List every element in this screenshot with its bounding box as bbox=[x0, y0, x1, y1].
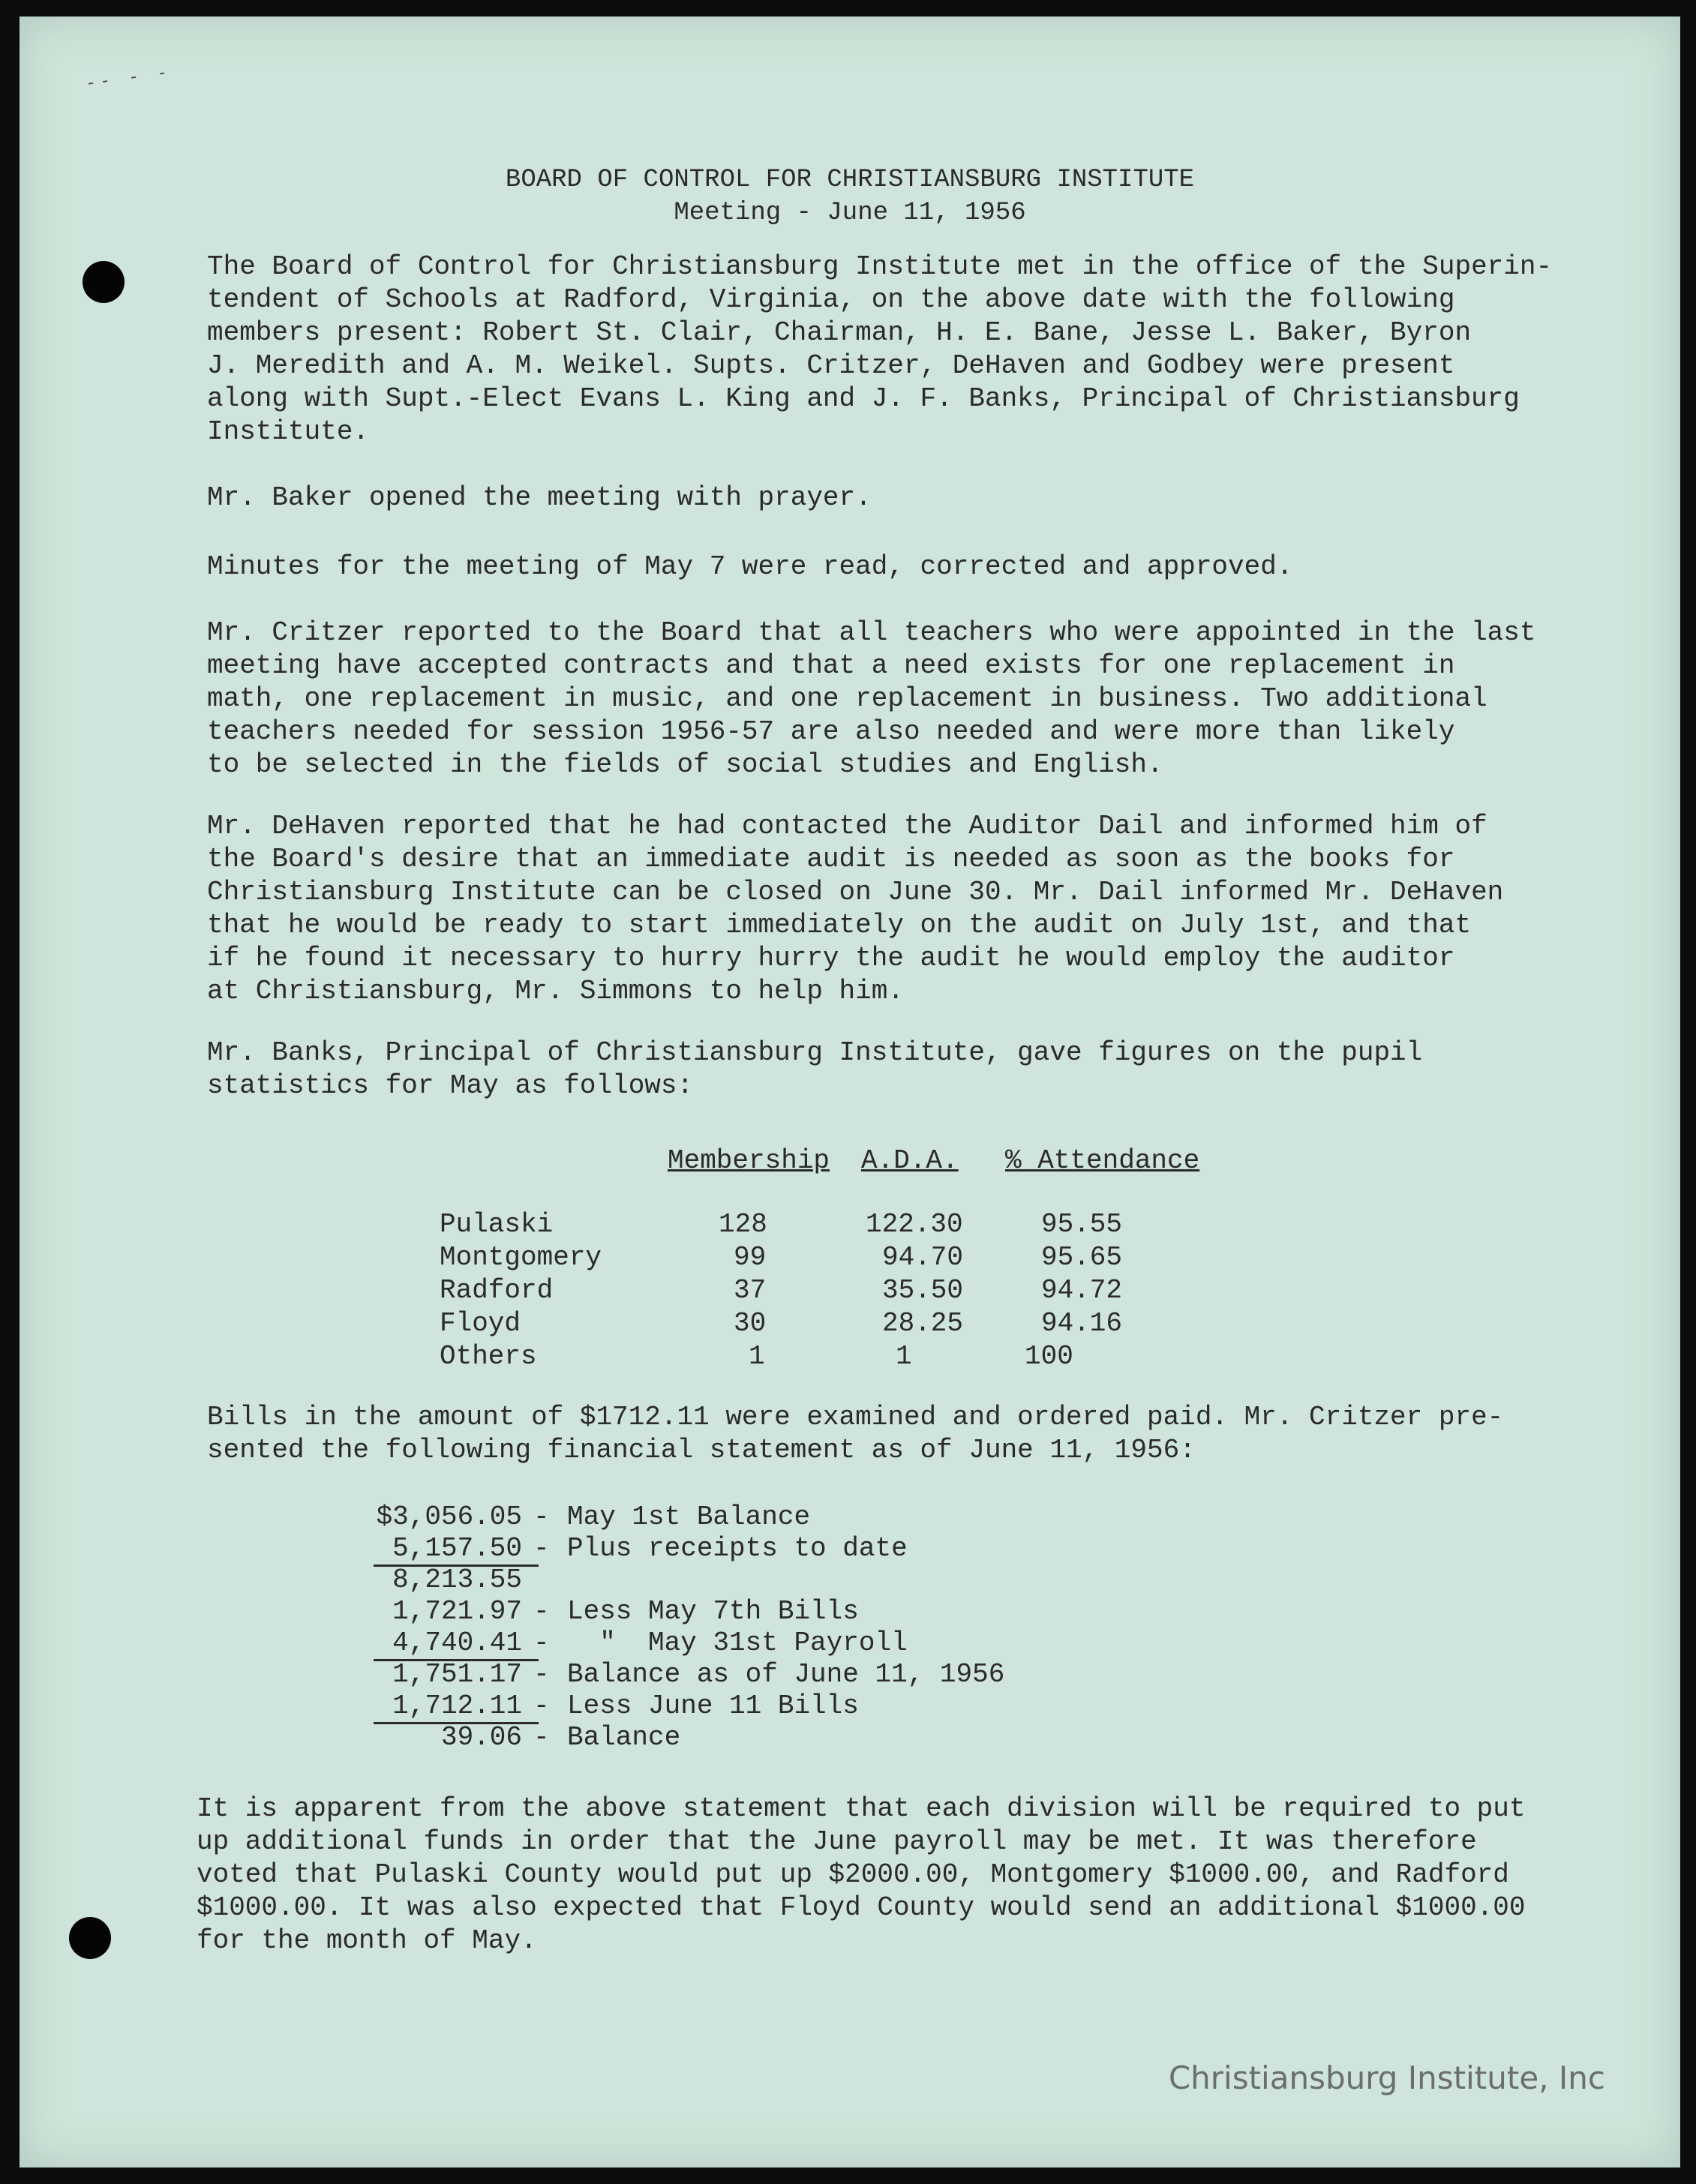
paragraph-banks-intro: Mr. Banks, Principal of Christiansburg Institute, gave figures on the pupil statistics for May as follows: bbox=[207, 1037, 1423, 1101]
financial-dash: - bbox=[533, 1628, 550, 1658]
paragraph-funding: It is apparent from the above statement that each division will be required to put up additional funds in order that the June payroll may be met. It was therefore voted that Pulaski County would put up $2000.00, Montgomery $1000.00, and Radford $1000.00. It was also expected that Floyd County would send an additional $1000.00 for the month of May. bbox=[197, 1793, 1526, 1956]
stats-attendance: 100 bbox=[1025, 1341, 1073, 1372]
watermark: Christiansburg Institute, Inc bbox=[1168, 2060, 1605, 2096]
stats-ada: 35.50 bbox=[882, 1275, 964, 1306]
header-attendance: % Attendance bbox=[1005, 1145, 1200, 1176]
paragraph-attendance: The Board of Control for Christiansburg Institute met in the office of the Superin- tendent of Schools at Radford, Virginia, on the above date with the following members present: Robert St. Clair, Chairman, H. E. Bane, Jesse L. Baker, Byron J. Meredith and A. M. Weikel. Supts. Critzer, DeHaven and Godbey were present along with Supt.-Elect Evans L. King and J. F. Banks, Principal of Christiansburg Institute. bbox=[207, 251, 1553, 447]
stats-attendance: 94.72 bbox=[1041, 1275, 1123, 1306]
stats-county: Floyd bbox=[440, 1308, 521, 1339]
financial-row bbox=[350, 1564, 1100, 1596]
stats-ada: 122.30 bbox=[866, 1209, 963, 1240]
financial-label: Less May 7th Bills bbox=[567, 1596, 859, 1627]
financial-amount: 1,751.17 bbox=[392, 1659, 522, 1690]
stats-membership: 99 bbox=[734, 1242, 767, 1273]
stats-row bbox=[20, 1209, 1680, 1242]
financial-label: Balance as of June 11, 1956 bbox=[567, 1659, 1005, 1690]
stats-row bbox=[20, 1275, 1680, 1308]
financial-label: May 1st Balance bbox=[567, 1502, 811, 1532]
paragraph-minutes: Minutes for the meeting of May 7 were read, corrected and approved. bbox=[207, 551, 1293, 582]
financial-dash: - bbox=[533, 1659, 550, 1690]
financial-amount: 8,213.55 bbox=[392, 1564, 522, 1595]
stats-attendance: 95.55 bbox=[1041, 1209, 1123, 1240]
document-page bbox=[20, 16, 1680, 2168]
financial-dash: - bbox=[533, 1533, 550, 1564]
financial-amount: $3,056.05 bbox=[376, 1502, 522, 1532]
stats-ada: 94.70 bbox=[882, 1242, 964, 1273]
stats-ada: 28.25 bbox=[882, 1308, 964, 1339]
corner-marks: -- - - bbox=[84, 63, 173, 94]
stats-attendance: 94.16 bbox=[1041, 1308, 1123, 1339]
paragraph-bills: Bills in the amount of $1712.11 were examined and ordered paid. Mr. Critzer pre- sented the following financial statement as of June 11, 1956: bbox=[207, 1402, 1504, 1466]
financial-dash: - bbox=[533, 1722, 550, 1753]
financial-row bbox=[350, 1690, 1100, 1722]
header-ada: A.D.A. bbox=[861, 1145, 959, 1176]
financial-amount: 1,721.97 bbox=[392, 1596, 522, 1627]
financial-label: Balance bbox=[567, 1722, 681, 1753]
paragraph-prayer: Mr. Baker opened the meeting with prayer. bbox=[207, 482, 872, 513]
stats-membership: 30 bbox=[734, 1308, 767, 1339]
financial-label: Plus receipts to date bbox=[567, 1533, 908, 1564]
paragraph-critzer-report: Mr. Critzer reported to the Board that all teachers who were appointed in the last meeting have accepted contracts and that a need exists for one replacement in math, one replacement in music, and one replacement in business. Two additional teachers needed for session 1956-57 are also needed and were more than likely to be selected in the fields of social studies and English. bbox=[207, 617, 1536, 780]
stats-county: Radford bbox=[440, 1275, 554, 1306]
financial-dash: - bbox=[533, 1690, 550, 1721]
financial-amount: 5,157.50 bbox=[392, 1533, 522, 1564]
paragraph-dehaven-report: Mr. DeHaven reported that he had contacted the Auditor Dail and informed him of the Board's desire that an immediate audit is needed as soon as the books for Christiansburg Institute can be closed on June 30. Mr. Dail informed Mr. DeHaven that he would be ready to start immediately on the audit on July 1st, and that if he found it necessary to hurry hurry the audit he would employ the auditor at Christiansburg, Mr. Simmons to help him. bbox=[207, 811, 1504, 1006]
financial-row bbox=[350, 1722, 1100, 1754]
document-subtitle: Meeting - June 11, 1956 bbox=[674, 199, 1026, 227]
financial-row bbox=[350, 1502, 1100, 1533]
financial-amount: 39.06 bbox=[440, 1722, 522, 1753]
financial-dash: - bbox=[533, 1596, 550, 1627]
punch-hole-bottom bbox=[69, 1917, 111, 1959]
punch-hole-top bbox=[83, 261, 125, 303]
financial-label: " May 31st Payroll bbox=[567, 1628, 908, 1658]
financial-row bbox=[350, 1596, 1100, 1628]
financial-row bbox=[350, 1659, 1100, 1690]
stats-county: Pulaski bbox=[440, 1209, 554, 1240]
stats-row bbox=[20, 1341, 1680, 1374]
stats-membership: 128 bbox=[719, 1209, 767, 1240]
stats-membership: 1 bbox=[749, 1341, 765, 1372]
financial-amount: 1,712.11 bbox=[392, 1690, 522, 1721]
financial-amount: 4,740.41 bbox=[392, 1628, 522, 1658]
stats-attendance: 95.65 bbox=[1041, 1242, 1123, 1273]
financial-row bbox=[350, 1628, 1100, 1659]
document-title: BOARD OF CONTROL FOR CHRISTIANSBURG INSTITUTE bbox=[505, 166, 1195, 194]
stats-membership: 37 bbox=[734, 1275, 767, 1306]
stats-ada: 1 bbox=[896, 1341, 912, 1372]
stats-row bbox=[20, 1308, 1680, 1341]
stats-county: Montgomery bbox=[440, 1242, 602, 1273]
financial-label: Less June 11 Bills bbox=[567, 1690, 859, 1721]
financial-dash: - bbox=[533, 1502, 550, 1532]
financial-row bbox=[350, 1533, 1100, 1564]
stats-row bbox=[20, 1242, 1680, 1275]
header-membership: Membership bbox=[668, 1145, 830, 1176]
stats-county: Others bbox=[440, 1341, 537, 1372]
